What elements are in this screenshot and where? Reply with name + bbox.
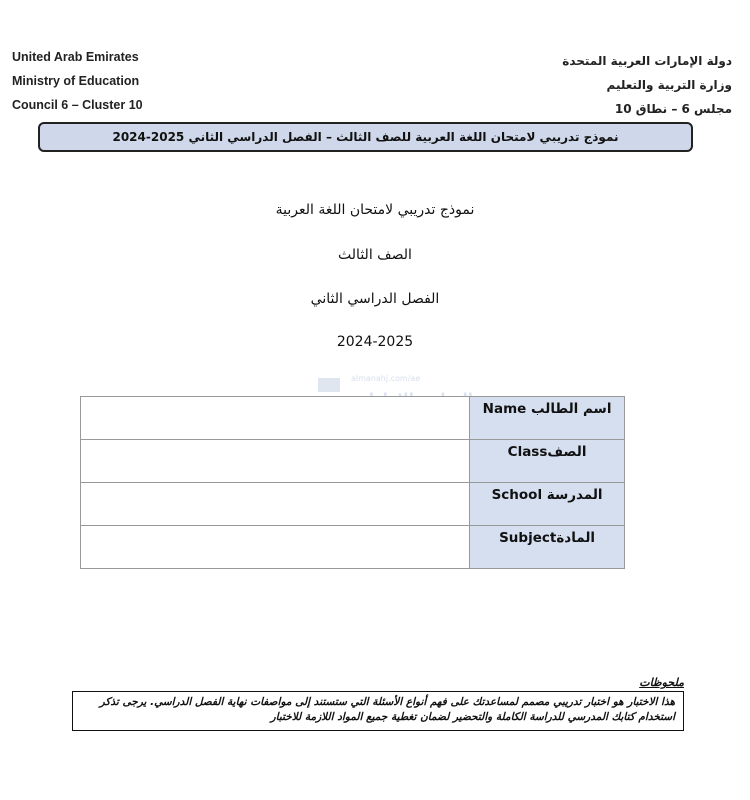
watermark-block bbox=[318, 378, 340, 392]
cover-title: نموذج تدريبي لامتحان اللغة العربية bbox=[275, 202, 475, 218]
student-info-table bbox=[80, 396, 625, 569]
notes-box bbox=[72, 691, 684, 731]
cover-semester: الفصل الدراسي الثاني bbox=[310, 291, 440, 307]
header-ministry-ar: وزارة التربية والتعليم bbox=[606, 78, 732, 92]
notes-label: ملحوظات bbox=[639, 676, 684, 689]
subject-field[interactable] bbox=[81, 526, 470, 569]
header-country-ar: دولة الإمارات العربية المتحدة bbox=[562, 54, 732, 68]
name-field[interactable] bbox=[81, 397, 470, 440]
header-council-en: Council 6 – Cluster 10 bbox=[12, 98, 143, 112]
cover-year: 2024-2025 bbox=[336, 334, 414, 350]
table-row bbox=[81, 483, 625, 526]
name-label: اسم الطالب Name bbox=[470, 397, 625, 440]
school-field[interactable] bbox=[81, 483, 470, 526]
school-label: المدرسة School bbox=[470, 483, 625, 526]
header-council-ar: مجلس 6 – نطاق 10 bbox=[614, 102, 732, 116]
header-arabic bbox=[562, 52, 732, 124]
table-row bbox=[81, 397, 625, 440]
class-field[interactable] bbox=[81, 440, 470, 483]
notes-text: هذا الاختبار هو اختبار تدريبي مصمم لمساعدتك على فهم أنواع الأسئلة التي ستستند إلى مواصفات نهاية الفصل الدراسي. يرجى تذكر استخدام كتابك المدرسي للدراسة الكاملة والتحضير لضمان تغطية جميع المواد اللازمة للاختبار bbox=[99, 696, 675, 723]
title-banner-text: نموذج تدريبي لامتحان اللغة العربية للصف الثالث – الفصل الدراسي الثاني 2025-2024 bbox=[112, 130, 619, 144]
table-row bbox=[81, 440, 625, 483]
cover-grade: الصف الثالث bbox=[338, 247, 412, 263]
table-row bbox=[81, 526, 625, 569]
header-english bbox=[12, 48, 143, 120]
subject-label: المادةSubject bbox=[470, 526, 625, 569]
class-label: الصفClass bbox=[470, 440, 625, 483]
header-ministry-en: Ministry of Education bbox=[12, 74, 140, 88]
title-banner bbox=[38, 122, 693, 152]
watermark-url: almanahj.com/ae bbox=[351, 374, 421, 383]
header-country-en: United Arab Emirates bbox=[12, 50, 139, 64]
